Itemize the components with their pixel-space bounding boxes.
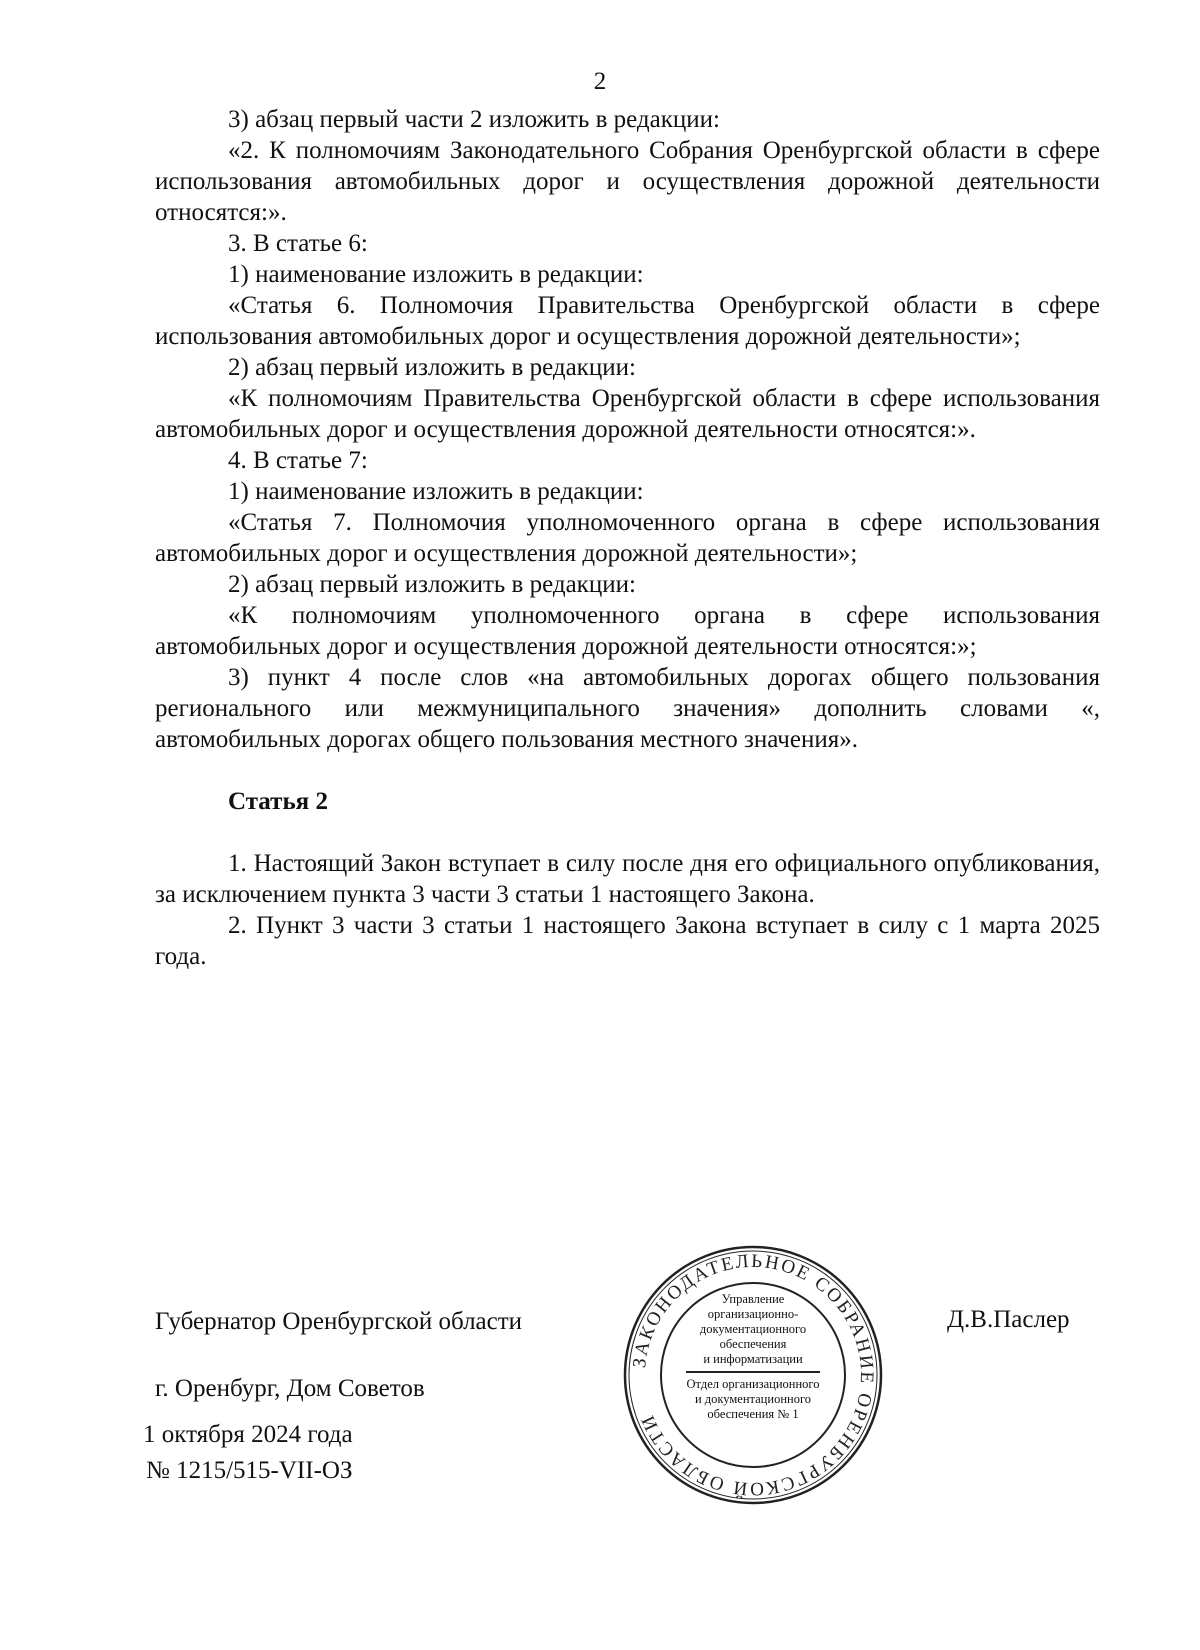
spacer	[155, 755, 1100, 786]
paragraph: 1) наименование изложить в редакции:	[228, 261, 644, 288]
document-body	[155, 104, 1100, 972]
law-number: № 1215/515-VII-ОЗ	[146, 1457, 353, 1484]
paragraph: 3. В статье 6:	[228, 230, 368, 257]
paragraph: 4. В статье 7:	[228, 447, 368, 474]
seal-inner-text: Управление организационно- документационного обеспечения и информатизации Отдел организационного и документационного обеспечения № 1	[686, 1292, 820, 1421]
signing-place: г. Оренбург, Дом Советов	[155, 1375, 425, 1402]
official-seal	[618, 1240, 888, 1510]
paragraph: 3) пункт 4 после слов «на автомобильных дорогах общего пользования регионального или межмуниципального значения» дополнить словами «, автомобильных дорогах общего пользования местного значения».	[155, 664, 1100, 753]
paragraph: 2) абзац первый изложить в редакции:	[228, 354, 636, 381]
spacer	[155, 817, 1100, 848]
paragraph: 2. Пункт 3 части 3 статьи 1 настоящего Закона вступает в силу с 1 марта 2025 года.	[155, 912, 1100, 970]
paragraph: 2) абзац первый изложить в редакции:	[228, 571, 636, 598]
paragraph: «Статья 7. Полномочия уполномоченного органа в сфере использования автомобильных дорог и осуществления дорожной деятельности»;	[155, 509, 1100, 567]
seal-ring-text: ЗАКОНОДАТЕЛЬНОЕ СОБРАНИЕ ОРЕНБУРГСКОЙ ОБЛАСТИ	[629, 1250, 878, 1500]
seal-divider	[686, 1371, 820, 1373]
signatory-position: Губернатор Оренбургской области	[155, 1308, 523, 1335]
paragraph: 3) абзац первый части 2 изложить в редакции:	[228, 106, 720, 133]
paragraph: «Статья 6. Полномочия Правительства Оренбургской области в сфере использования автомобильных дорог и осуществления дорожной деятельности»;	[155, 292, 1100, 350]
signatory-name: Д.В.Паслер	[947, 1306, 1070, 1333]
article-heading: Статья 2	[228, 788, 328, 815]
paragraph: «2. К полномочиям Законодательного Собрания Оренбургской области в сфере использования автомобильных дорог и осуществления дорожной деятельности относятся:».	[155, 137, 1100, 226]
paragraph: 1. Настоящий Закон вступает в силу после дня его официального опубликования, за исключением пункта 3 части 3 статьи 1 настоящего Закона.	[155, 850, 1100, 908]
signing-date: 1 октября 2024 года	[143, 1421, 353, 1448]
paragraph: «К полномочиям Правительства Оренбургской области в сфере использования автомобильных дорог и осуществления дорожной деятельности относятся:».	[155, 385, 1100, 443]
paragraph: 1) наименование изложить в редакции:	[228, 478, 644, 505]
paragraph: «К полномочиям уполномоченного органа в сфере использования автомобильных дорог и осуществления дорожной деятельности относятся:»;	[155, 602, 1100, 660]
page-number: 2	[593, 68, 607, 95]
